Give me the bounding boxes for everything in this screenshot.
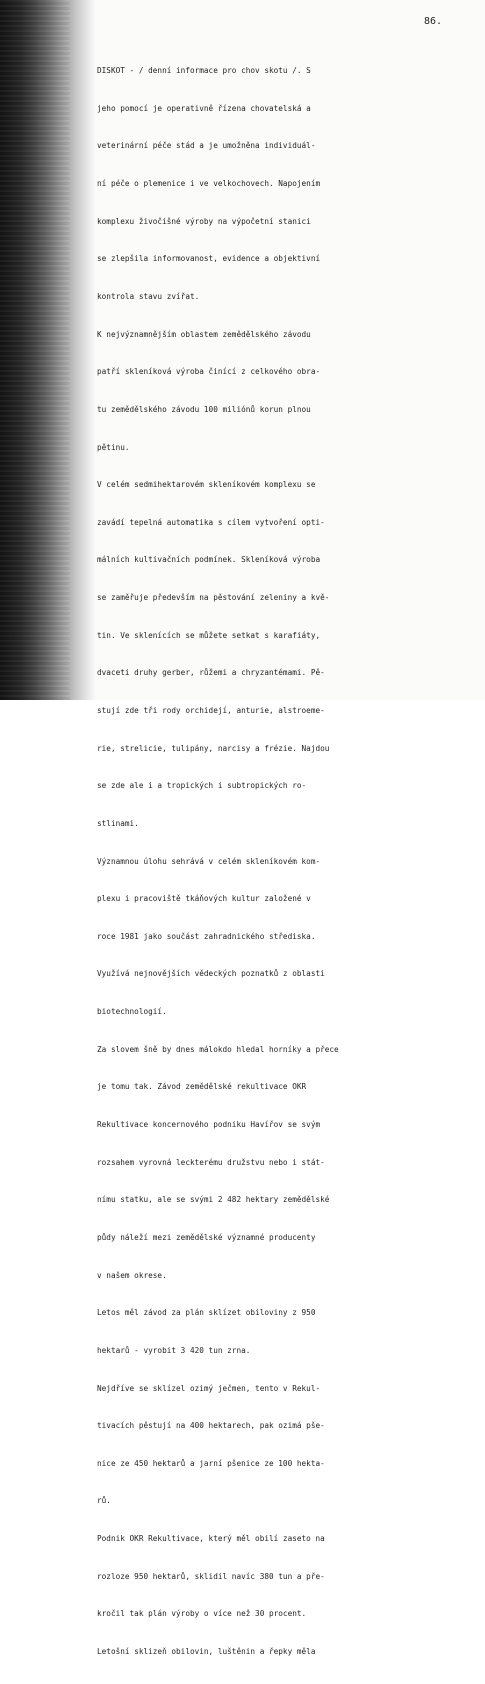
- text-line: veterinární péče stád a je umožněna individuál-: [97, 141, 316, 151]
- text-line: Rekultivace koncernového podniku Havířov se svým: [97, 1120, 321, 1130]
- text-line: komplexu živočišné výroby na výpočetní stanici: [97, 216, 311, 226]
- text-line: hektarů - vyrobit 3 420 tun zrna.: [97, 1345, 251, 1355]
- text-line: V celém sedmihektarovém skleníkovém komplexu se: [97, 480, 316, 490]
- text-line: tin. Ve sklenících se můžete setkat s karafiáty,: [97, 630, 321, 640]
- text-line: nice ze 450 hektarů a jarní pšenice ze 100 hekta-: [97, 1458, 325, 1468]
- page-number: 86.: [424, 16, 443, 27]
- text-line: stují zde tři rody orchidejí, anturie, alstroeme-: [97, 705, 325, 715]
- text-line: rie, strelicie, tulipány, narcisy a frézie. Najdou: [97, 743, 330, 753]
- text-line: pětinu.: [97, 442, 130, 452]
- text-line: Využívá nejnovějších vědeckých poznatků z oblasti: [97, 969, 325, 979]
- text-line: málních kultivačních podmínek. Skleníková výroba: [97, 555, 321, 565]
- text-line: roce 1981 jako součást zahradnického střediska.: [97, 931, 316, 941]
- text-line: tu zemědělského závodu 100 miliónů korun plnou: [97, 404, 311, 414]
- text-line: jeho pomocí je operativně řízena chovatelská a: [97, 103, 311, 113]
- text-line: biotechnologií.: [97, 1007, 167, 1017]
- text-line: Podnik OKR Rekultivace, který měl obilí zaseto na: [97, 1534, 325, 1544]
- text-line: zavádí tepelná automatika s cílem vytvoření opti-: [97, 517, 325, 527]
- text-line: kročil tak plán výroby o více než 30 procent.: [97, 1609, 307, 1619]
- text-line: Letošní sklizeň obilovin, luštěnin a řepky měla: [97, 1647, 316, 1656]
- text-line: je tomu tak. Závod zemědělské rekultivace OKR: [97, 1082, 307, 1092]
- text-line: patří skleníková výroba činící z celkového obra-: [97, 367, 321, 377]
- text-line: půdy náleží mezi zemědělské významné producenty: [97, 1232, 316, 1242]
- body-text: [97, 40, 469, 1684]
- text-line: Za slovem šně by dnes málokdo hledal horníky a přece: [97, 1044, 339, 1054]
- text-line: se zaměřuje především na pěstování zeleniny a kvě-: [97, 593, 330, 603]
- text-line: se zde ale i a tropických i subtropických ro-: [97, 781, 307, 791]
- text-line: rů.: [97, 1496, 111, 1506]
- text-line: nímu statku, ale se svými 2 482 hektary zemědělské: [97, 1195, 330, 1205]
- text-line: Významnou úlohu sehrává v celém skleníkovém kom-: [97, 856, 321, 866]
- text-line: stlinami.: [97, 818, 139, 828]
- text-line: plexu i pracoviště tkáňových kultur založené v: [97, 894, 311, 904]
- text-line: Nejdříve se sklízel ozimý ječmen, tento v Rekul-: [97, 1383, 321, 1393]
- text-line: rozsahem vyrovná leckterému družstvu nebo i stát-: [97, 1157, 325, 1167]
- text-line: Letos měl závod za plán sklízet obiloviny z 950: [97, 1308, 316, 1318]
- text-line: se zlepšila informovanost, evidence a objektivní: [97, 254, 321, 264]
- text-line: ní péče o plemenice i ve velkochovech. Napojením: [97, 179, 321, 189]
- text-line: DISKOT - / denní informace pro chov skotu /. S: [97, 66, 311, 76]
- text-line: kontrola stavu zvířat.: [97, 291, 200, 301]
- text-line: dvaceti druhy gerber, růžemi a chryzantémami. Pě-: [97, 668, 325, 678]
- text-line: K nejvýznamnějším oblastem zemědělského závodu: [97, 329, 311, 339]
- text-line: v našem okrese.: [97, 1270, 167, 1280]
- text-line: tivacích pěstují na 400 hektarech, pak ozimá pše-: [97, 1421, 325, 1431]
- binding-shadow-texture: [0, 0, 70, 700]
- text-line: rozloze 950 hektarů, sklidil navíc 380 tun a pře-: [97, 1571, 325, 1581]
